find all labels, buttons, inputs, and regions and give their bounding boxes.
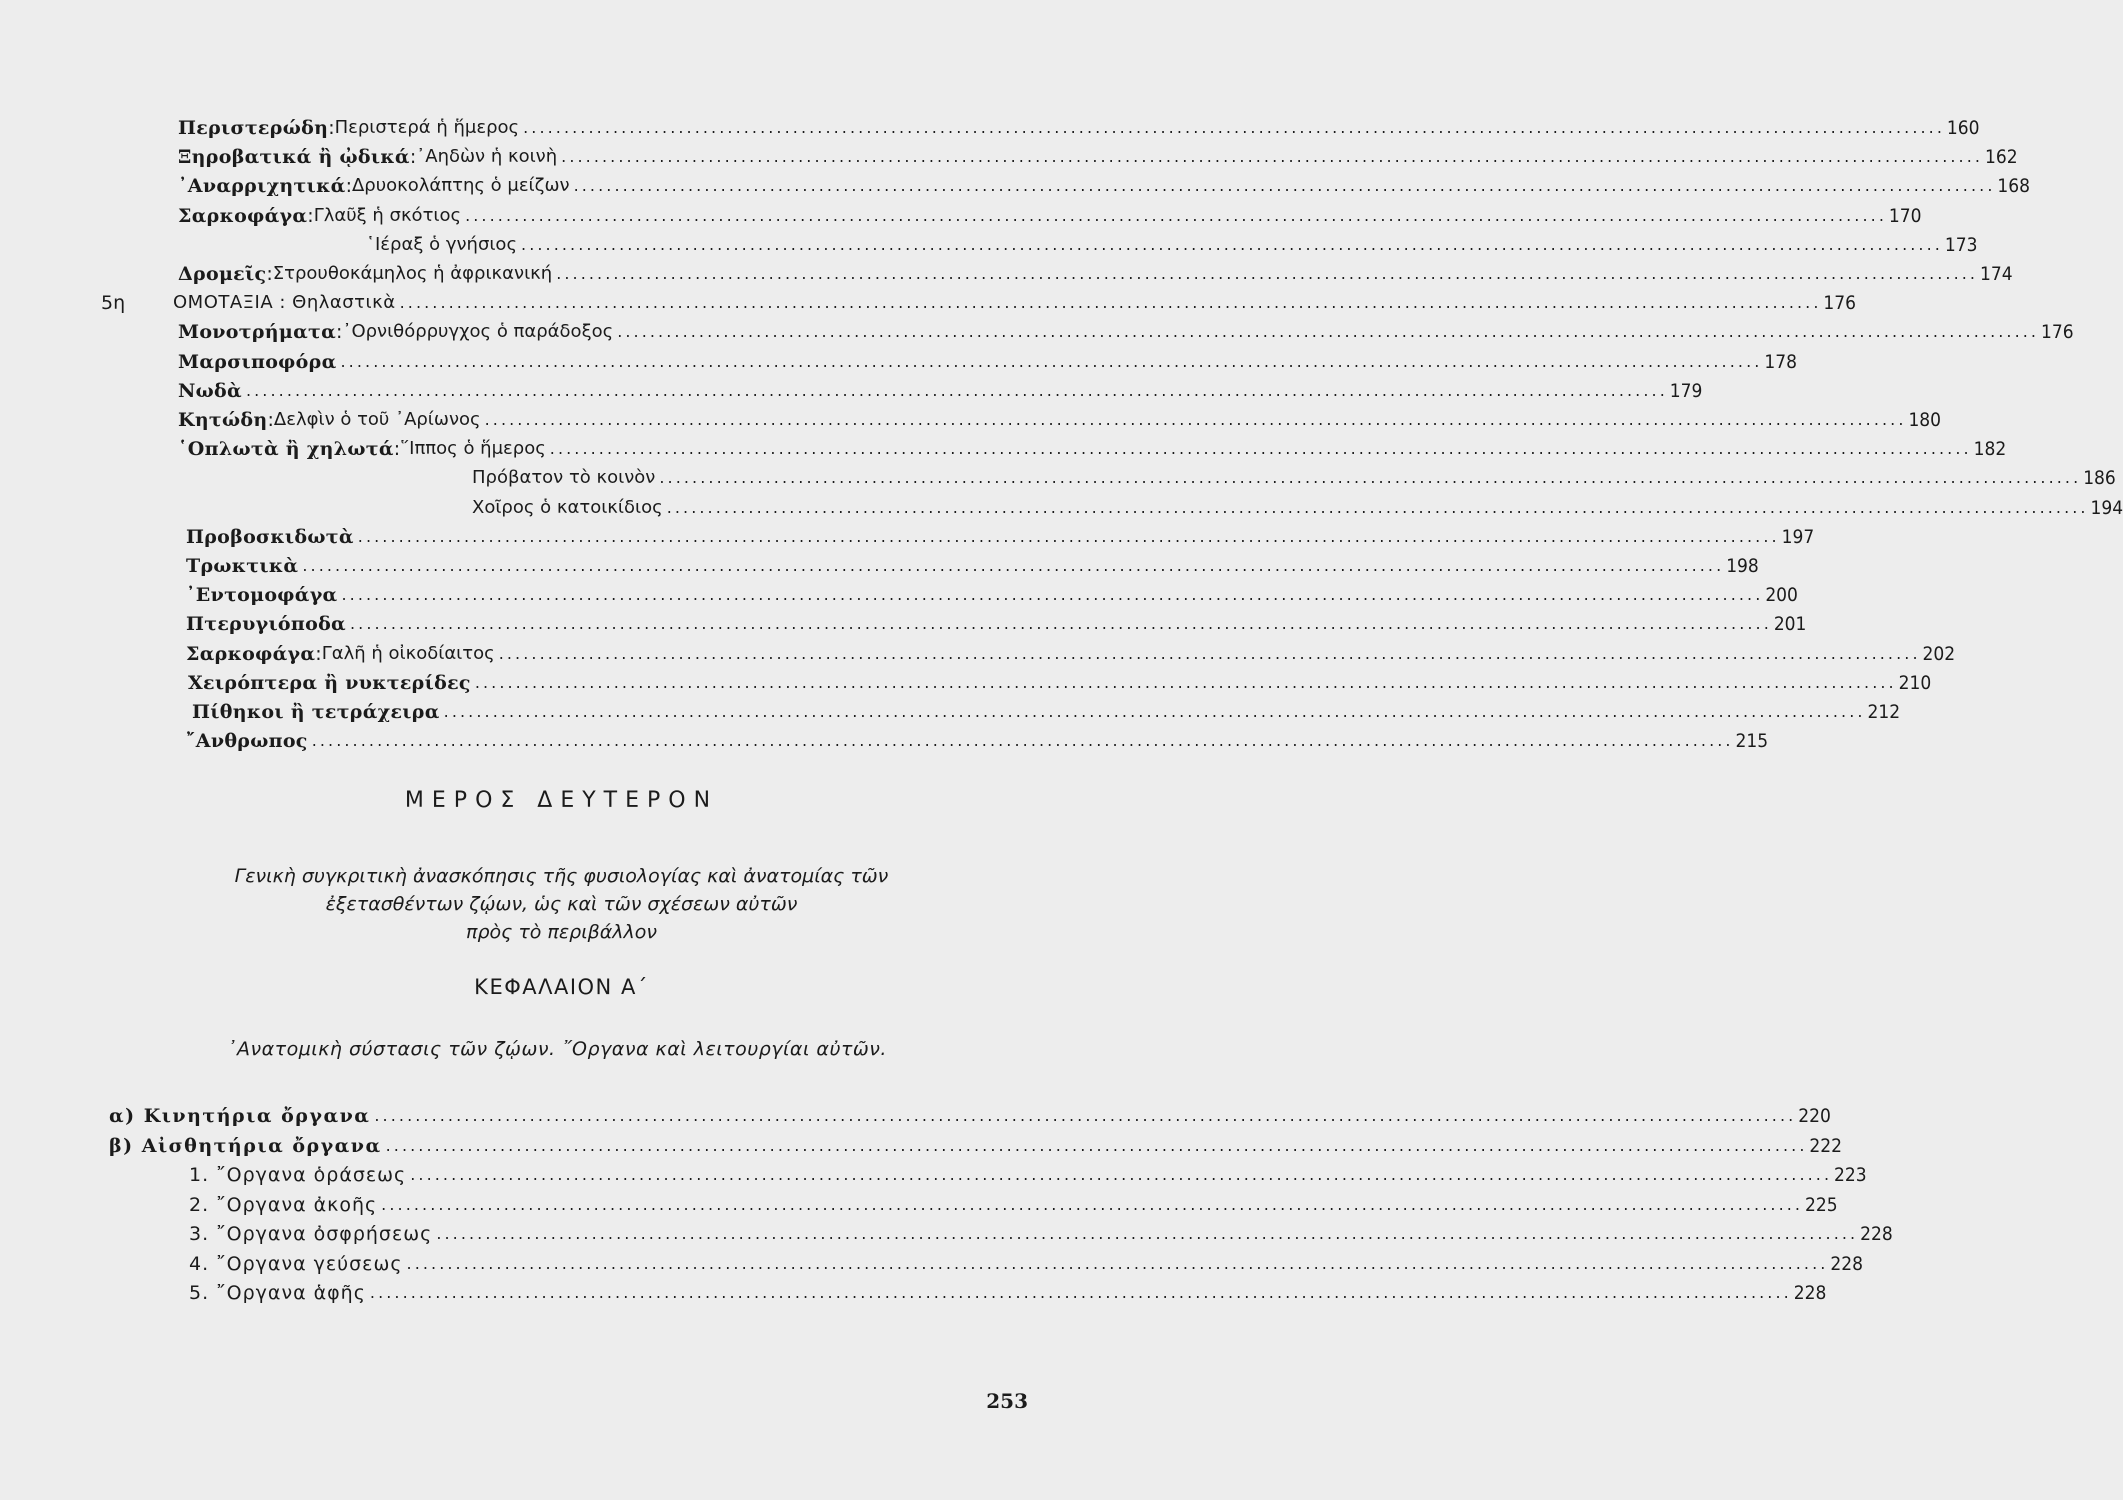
toc-page-number: 179	[1669, 379, 1703, 402]
chapter-title: ΚΕΦΑΛΑΙΟΝ Α΄	[474, 975, 649, 999]
toc-entry: 5. ῎Οργανα ἁφῆς	[189, 1282, 366, 1304]
section-title: ΜΕΡΟΣ ΔΕΥΤΕΡΟΝ	[404, 788, 719, 813]
toc-separator: :	[267, 409, 274, 431]
toc-row	[178, 696, 1901, 724]
toc-entry: Δρυοκολάπτης ὁ μείζων	[351, 175, 570, 197]
toc-heading: Χειρόπτερα ἢ νυκτερίδες	[188, 671, 471, 694]
toc-page-number: 194	[2090, 496, 2123, 519]
toc-page-number: 225	[1805, 1193, 1838, 1216]
dot-leader	[499, 642, 1917, 666]
toc-row	[189, 1248, 1863, 1276]
toc-row	[178, 316, 2074, 344]
toc-entry: 3. ῎Οργανα ὀσφρήσεως	[189, 1223, 433, 1245]
dot-leader	[410, 1163, 1828, 1187]
toc-page-number: 201	[1773, 613, 1807, 636]
toc-row	[178, 112, 1980, 140]
toc-row	[109, 1100, 1831, 1128]
dot-leader	[521, 233, 1939, 257]
toc-entry: Πρόβατον τὸ κοινὸν	[472, 467, 656, 489]
toc-heading: Ξηροβατικά ἢ ᾠδικά	[178, 146, 410, 169]
toc-separator: :	[393, 438, 401, 461]
toc-heading: Πτερυγιόποδα	[186, 613, 346, 636]
toc-row	[178, 404, 1942, 432]
toc-page-number: 220	[1798, 1105, 1831, 1127]
dot-leader	[523, 116, 1941, 140]
dot-leader	[550, 437, 1968, 461]
toc-row	[101, 287, 1857, 315]
toc-entry: Γαλῆ ἡ οἰκοδίαιτος	[321, 642, 495, 664]
toc-entry: 1. ῎Οργανα ὁράσεως	[189, 1164, 407, 1186]
toc-page-number: 176	[2041, 321, 2074, 344]
toc-entry: ᾿Αηδὼν ἡ κοινὴ	[416, 146, 558, 168]
toc-entry: ΟΜΟΤΑΞΙΑ : Θηλαστικὰ	[173, 292, 396, 314]
toc-heading: Προβοσκιδωτὰ	[186, 525, 354, 548]
toc-heading: Σαρκοφάγα	[178, 204, 308, 227]
dot-leader	[381, 1193, 1799, 1217]
toc-row	[178, 667, 1932, 695]
section-description	[0, 862, 1123, 946]
toc-heading: Πίθηκοι ἢ τετράχειρα	[192, 701, 440, 723]
dot-leader	[667, 496, 2085, 520]
toc-heading: Κητώδη	[178, 409, 268, 431]
toc-page-number: 160	[1946, 117, 1980, 139]
toc-page-number: 170	[1888, 204, 1922, 227]
toc-page-number: 212	[1867, 701, 1901, 723]
toc-row	[178, 375, 1703, 403]
toc-row	[178, 258, 2013, 286]
toc-prefix: 5η	[101, 292, 126, 315]
toc-row	[178, 462, 2116, 490]
toc-separator: :	[315, 642, 322, 665]
dot-leader	[485, 408, 1903, 432]
toc-entry: Γλαῦξ ἡ σκότιος	[313, 204, 462, 226]
toc-separator: :	[345, 175, 352, 198]
toc-page-number: 174	[1980, 263, 2013, 285]
toc-page-number: 228	[1793, 1282, 1827, 1304]
toc-entry: Στρουθοκάμηλος ἡ ἀφρικανική	[272, 263, 553, 284]
dot-leader	[400, 291, 1818, 315]
dot-leader	[350, 612, 1768, 636]
dot-leader	[312, 729, 1730, 753]
description-line: ἐξετασθέντων ζῴων, ὡς καὶ τῶν σχέσεων αὐτῶν	[325, 893, 798, 915]
toc-row	[189, 1218, 1893, 1246]
dot-leader	[341, 583, 1759, 607]
toc-separator: :	[328, 117, 335, 139]
description-line: πρὸς τὸ περιβάλλον	[466, 921, 657, 943]
toc-page-number: 228	[1860, 1223, 1893, 1245]
toc-row	[189, 1159, 1867, 1187]
toc-row	[178, 229, 1978, 257]
toc-entry: Δελφὶν ὁ τοῦ ᾿Αρίωνος	[273, 409, 481, 430]
dot-leader	[407, 1252, 1825, 1276]
dot-leader	[370, 1281, 1788, 1305]
toc-row	[189, 1189, 1838, 1217]
toc-row	[178, 141, 2018, 169]
toc-heading: ᾿Εντομοφάγα	[186, 584, 338, 607]
toc-heading: Τρωκτικὰ	[186, 555, 299, 577]
dot-leader	[386, 1134, 1804, 1158]
toc-row	[178, 492, 2123, 520]
toc-heading: Περιστερώδη	[178, 117, 329, 139]
toc-page-number: 162	[1984, 146, 2018, 169]
toc-page-number: 186	[2083, 467, 2116, 490]
toc-heading: Δρομεῖς	[178, 263, 267, 285]
toc-row	[178, 608, 1807, 636]
toc-page-number: 182	[1973, 438, 2007, 461]
toc-heading: ῎Ανθρωπος	[186, 730, 308, 753]
toc-heading: Μονοτρήματα	[178, 321, 337, 344]
dot-leader	[374, 1104, 1792, 1128]
toc-row	[178, 638, 1956, 666]
toc-page-number: 168	[1997, 175, 2031, 198]
toc-row	[178, 550, 1759, 578]
toc-heading: ῾Οπλωτὰ ἢ χηλωτά	[178, 438, 394, 461]
dot-leader	[246, 379, 1664, 403]
toc-page-number: 198	[1726, 555, 1759, 577]
dot-leader	[358, 525, 1776, 549]
toc-page-number: 200	[1765, 584, 1798, 607]
toc-page-number: 210	[1898, 671, 1932, 694]
toc-heading: Νωδὰ	[178, 379, 242, 402]
toc-page-number: 173	[1944, 233, 1978, 256]
dot-leader	[574, 174, 1992, 198]
toc-separator: :	[409, 146, 417, 169]
toc-page-number: 215	[1735, 730, 1769, 753]
dot-leader	[444, 700, 1862, 724]
toc-row	[178, 725, 1769, 753]
toc-heading: α) Κινητήρια ὄργανα	[109, 1105, 371, 1127]
toc-row	[178, 433, 2007, 461]
toc-separator: :	[266, 263, 273, 285]
toc-heading: Σαρκοφάγα	[186, 642, 316, 665]
toc-heading: Μαρσιποφόρα	[178, 350, 337, 373]
toc-row	[178, 200, 1922, 228]
toc-entry: Χοῖρος ὁ κατοικίδιος	[472, 496, 663, 518]
toc-entry: ῾Ιέραξ ὁ γνήσιος	[366, 233, 518, 255]
toc-heading: β) Αἰσθητήρια ὄργανα	[109, 1134, 382, 1157]
dot-leader	[617, 320, 2035, 344]
toc-page-number: 223	[1834, 1164, 1867, 1186]
toc-page-number: 178	[1764, 350, 1797, 373]
page-number: 253	[986, 1389, 1028, 1413]
dot-leader	[659, 466, 2077, 490]
toc-page-number: 222	[1809, 1134, 1843, 1157]
dot-leader	[341, 350, 1759, 374]
dot-leader	[556, 262, 1974, 286]
toc-row	[189, 1277, 1827, 1305]
toc-page-number: 197	[1781, 525, 1815, 548]
toc-page-number: 180	[1908, 409, 1942, 431]
toc-row	[178, 170, 2031, 198]
toc-entry: Περιστερά ἡ ἥμερος	[334, 117, 520, 138]
toc-row	[178, 346, 1797, 374]
toc-row	[109, 1130, 1843, 1158]
toc-page-number: 176	[1823, 292, 1857, 315]
dot-leader	[561, 145, 1979, 169]
description-line: Γενικὴ συγκριτικὴ ἀνασκόπησις τῆς φυσιολογίας καὶ ἀνατομίας τῶν	[234, 865, 889, 887]
toc-row	[178, 521, 1815, 549]
toc-entry: 4. ῎Οργανα γεύσεως	[189, 1252, 403, 1275]
chapter-subtitle: ᾿Ανατομικὴ σύστασις τῶν ζῴων. ῎Οργανα καὶ λειτουργίαι αὐτῶν.	[227, 1038, 887, 1060]
toc-separator: :	[336, 321, 343, 344]
dot-leader	[436, 1222, 1854, 1246]
toc-heading: ᾿Αναρριχητικά	[178, 175, 346, 198]
toc-separator: :	[307, 204, 314, 227]
dot-leader	[475, 671, 1893, 695]
dot-leader	[465, 204, 1883, 228]
toc-row	[178, 579, 1798, 607]
toc-entry: 2. ῎Οργανα ἀκοῆς	[189, 1193, 378, 1216]
toc-entry: ᾿Ορνιθόρρυγχος ὁ παράδοξος	[342, 321, 614, 343]
dot-leader	[302, 554, 1720, 578]
toc-entry: ῞Ιππος ὁ ἥμερος	[400, 438, 546, 460]
toc-page-number: 228	[1830, 1252, 1863, 1275]
toc-page-number: 202	[1922, 642, 1956, 665]
